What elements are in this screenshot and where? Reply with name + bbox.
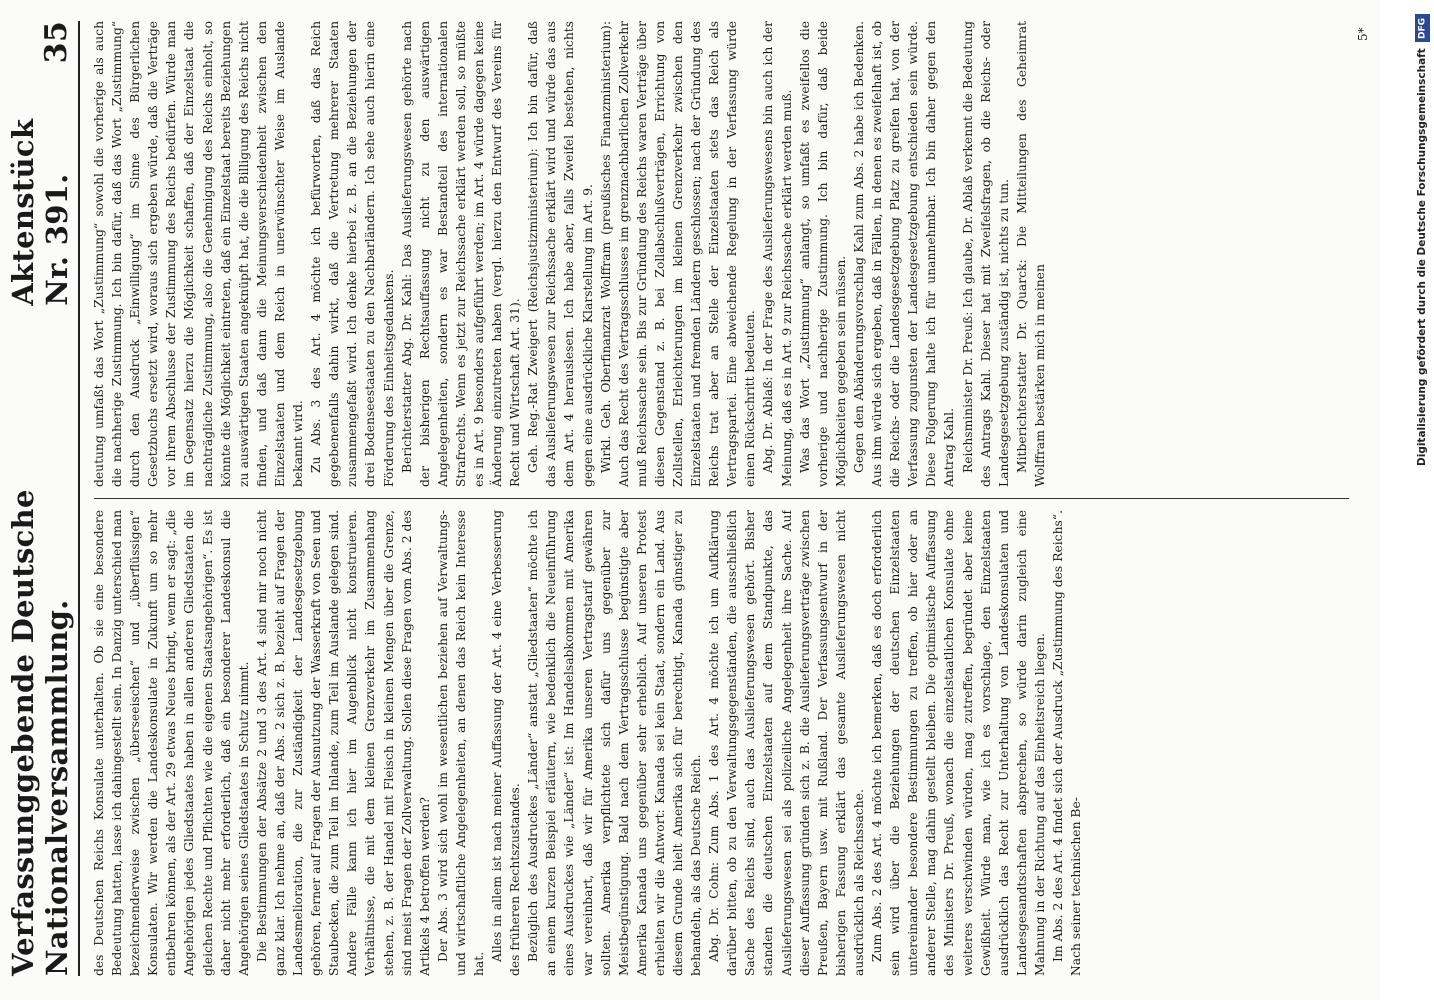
dfg-credit-text: Digitalisierung gefördert durch die Deutsche Forschungsgemeinschaft [1416,48,1428,466]
dfg-credit-strip [1412,6,1434,996]
column-divider [94,498,1349,499]
signature-mark: 5* [1356,27,1370,41]
page-number: 35 [39,21,74,64]
paragraph: deutung umfaßt das Wort „Zustimmung“ sowohl die vorherige als auch die nachherige Zustimmung. Ich bin dafür, daß das Wort „Zustimmung“ durch den Ausdruck „Einwilligung“ im Sinne des Bürgerlichen Gesetzbuchs ersetzt wird, woraus sich ergeben würde, daß die Verträge vor ihrem Abschlusse der Zustimmung des Reichs bedürfen. Würde man im Gegensatz hierzu die Möglichkeit schaffen, daß der Einzelstaat die nachträgliche Zustimmung, also die Genehmigung des Reichs einholt, so könnte die Möglichkeit eintreten, daß ein Einzelstaat bereits Beziehungen zu auswärtigen Staaten angeknüpft hat, die die Billigung des Reichs nicht finden, und daß dann die Meinungsverschiedenheit zwischen den Einzelstaaten und dem Reich in unerwünschter Weise im Auslande bekannt wird. [92,21,306,487]
paragraph: Geh. Reg.-Rat Zweigert (Reichsjustizministerium): Ich bin dafür, daß das Auslieferungswesen zur Reichssache erklärt wird und würde das aus dem Art. 4 herauslesen. Ich habe aber, falls Zweifel bestehen, nichts gegen eine ausdrückliche Klarstellung im Art. 9. [526,21,595,487]
left-column [90,510,1355,976]
paragraph: Bezüglich des Ausdruckes „Länder“ anstatt „Gliedstaaten“ möchte ich an einem kurzen Beispiel erläutern, wie bedenklich die Neueinführung eines Ausdruckes wie „Länder“ ist: Im Handelsabkommen mit Amerika war vereinbart, daß wir für Amerika unseren Vertragstarif gewähren sollten. Amerika verpflichtete sich dafür uns gegenüber zur Meistbegünstigung. Bald nach dem Vertragsschlusse begünstigte aber Amerika Kanada uns gegenüber sehr erheblich. Auf unseren Protest erhielten wir die Antwort: Kanada sei kein Staat, sondern ein Land. Aus diesem Grunde hielt Amerika sich für berechtigt, Kanada günstiger zu behandeln, als das Deutsche Reich. [526,510,704,976]
text-columns [90,21,1355,976]
running-head [6,21,80,976]
paragraph: Der Abs. 3 wird sich wohl im wesentlichen beziehen auf Verwaltungs- und wirtschaftliche Angelegenheiten, an denen das Reich kein Interesse hat. [435,510,486,976]
paragraph: des Deutschen Reichs Konsulate unterhalten. Ob sie eine besondere Bedeutung hatten, lasse ich dahingestellt sein. In Danzig unterschied man bezeichnenderweise zwischen „überseeischen“ und „überflüssigen“ Konsulaten. Wir werden die Landeskonsulate in Zukunft um so mehr entbehren können, als der Art. 29 etwas Neues bringt, wenn er sagt: „die Angehörigen jedes Gliedstaates haben in allen anderen Gliedstaaten die gleichen Rechte und Pflichten wie die eigenen Staatsangehörigen“. Es ist daher nicht mehr erforderlich, daß ein besonderer Landeskonsul die Angehörigen seines Gliedstaates in Schutz nimmt. [92,510,251,976]
paragraph: Im Abs. 2 des Art. 4 findet sich der Ausdruck „Zustimmung des Reichs“. Nach seiner technischen Be- [1050,510,1084,976]
paragraph: Berichterstatter Abg. Dr. Kahl: Das Auslieferungswesen gehörte nach der bisherigen Rechtsauffassung nicht zu den auswärtigen Angelegenheiten, sondern es war Bestandteil des internationalen Strafrechts. Wenn es jetzt zur Reichssache erklärt werden soll, so müßte es in Art. 9 besonders aufgeführt werden; im Art. 4 würde dagegen keine Änderung einzutreten haben (vergl. hierzu den Entwurf des Vereins für Recht und Wirtschaft Art. 31). [399,21,523,487]
paragraph: Mitberichterstatter Dr. Quarck: Die Mitteilungen des Geheimrat Wolffram bestärken mich in meinen [1014,21,1047,487]
paragraph: Reichsminister Dr. Preuß: Ich glaube, Dr. Ablaß verkennt die Bedeutung des Antrags Kahl. Dieser hat mit Zweifelsfragen, ob die Reichs- oder Landesgesetzgebung zuständig ist, nichts zu tun. [960,21,1011,487]
paragraph: Gegen den Abänderungsvorschlag Kahl zum Abs. 2 habe ich Bedenken. Aus ihm würde sich ergeben, daß in Fällen, in denen es zweifelhaft ist, ob die Reichs- oder die Landesgesetzgebung Platz zu greifen hat, von der Verfassung zugunsten der Landesgesetzgebung entschieden sein würde. Diese Folgerung halte ich für unannehmbar. Ich bin daher gegen den Antrag Kahl. [851,21,957,487]
paragraph: Alles in allem ist nach meiner Auffassung der Art. 4 eine Verbesserung des früheren Rechtszustandes. [490,510,523,976]
paragraph: Was das Wort „Zustimmung“ anlangt, so umfaßt es zweifellos die vorherige und nachherige Zustimmung. Ich bin dafür, daß beide Möglichkeiten gegeben sein müssen. [797,21,848,487]
aktenstueck-label: Aktenstück Nr. 391. [6,118,74,306]
right-column [90,21,1355,487]
paragraph: Die Bestimmungen der Absätze 2 und 3 des Art. 4 sind mir noch nicht ganz klar. Ich nehme an, daß der Abs. 2 sich z. B. bezieht auf Fragen der Landesmelioration, die zur Zuständigkeit der Landesgesetzgebung gehören, ferner auf Fragen der Ausnutzung der Wasserkraft von Seen und Staubecken, die zum Teil im Inlande, zum Teil im Auslande gelegen sind. Andere Fälle kann ich hier im Augenblick nicht konstruieren. Verhältnisse, die mit dem kleinen Grenzverkehr im Zusammenhang stehen, z. B. der Handel mit Fleisch in kleinen Mengen über die Grenze, sind meist Fragen der Zollverwaltung. Sollen diese Fragen vom Abs. 2 des Artikels 4 betroffen werden? [254,510,432,976]
paragraph: Zu Abs. 3 des Art. 4 möchte ich befürworten, daß das Reich gegebenenfalls dahin wirkt, daß die Vertretung mehrerer Staaten zusammengefaßt wird. Ich denke hierbei z. B. an die Beziehungen der drei Bodenseestaaten zu den Nachbarländern. Ich sehe auch hierin eine Förderung des Einheitsgedankens. [309,21,396,487]
publication-title: Verfassunggebende Deutsche Nationalversammlung. [6,489,74,976]
paragraph: Zum Abs. 2 des Art. 4 möchte ich bemerken, daß es doch erforderlich sein wird über die Beziehungen der deutschen Einzelstaaten untereinander besondere Bestimmungen zu treffen, ob hier oder an anderer Stelle, mag dahin gestellt bleiben. Die optimistische Auffassung des Ministers Dr. Preuß, wonach die einzelstaatlichen Konsulate ohne weiteres verschwinden würden, mag zutreffen, begründet aber keine Gewißheit. Würde man, wie ich es vorschlage, den Einzelstaaten ausdrücklich das Recht zur Unterhaltung von Landeskonsulaten und Landesgesandtschaften absprechen, so würde darin zugleich eine Mahnung in der Richtung auf das Einheitsreich liegen. [870,510,1047,976]
paragraph: Wirkl. Geh. Oberfinanzrat Wolffram (preußisches Finanzministerium): Auch das Recht des Vertragsschlusses im grenznachbarlichen Zollverkehr muß Reichssache sein. Bis zur Gründung des Reichs waren Verträge über diesen Gegenstand z. B. bei Zollabschlußverträgen, Errichtung von Zollstellen, Erleichterungen im kleinen Grenzverkehr zwischen den Einzelstaaten und fremden Ländern geschlossen; nach der Gründung des Reichs trat aber an Stelle der Einzelstaaten stets das Reich als Vertragspartei. Eine abweichende Regelung in der Verfassung würde einen Rückschritt bedeuten. [598,21,758,487]
paragraph: Abg. Dr. Cohn: Zum Abs. 1 des Art. 4 möchte ich um Aufklärung darüber bitten, ob zu den Verwaltungsgegenständen, die ausschließlich Sache des Reichs sind, auch das Auslieferungswesen gehört. Bisher standen die deutschen Einzelstaaten auf dem Standpunkte, das Auslieferungswesen sei als polizeiliche Angelegenheit ihre Sache. Auf dieser Auffassung gründen sich z. B. die Auslieferungsverträge zwischen Preußen, Bayern usw. mit Rußland. Der Verfassungsentwurf in der bisherigen Fassung erklärt das gesamte Auslieferungswesen nicht ausdrücklich als Reichssache. [707,510,866,976]
paragraph: Abg. Dr. Ablaß: In der Frage des Auslieferungswesens bin auch ich der Meinung, daß es in Art. 9 zur Reichssache erklärt werden muß. [761,21,794,487]
dfg-logo: DFG [1415,14,1430,42]
